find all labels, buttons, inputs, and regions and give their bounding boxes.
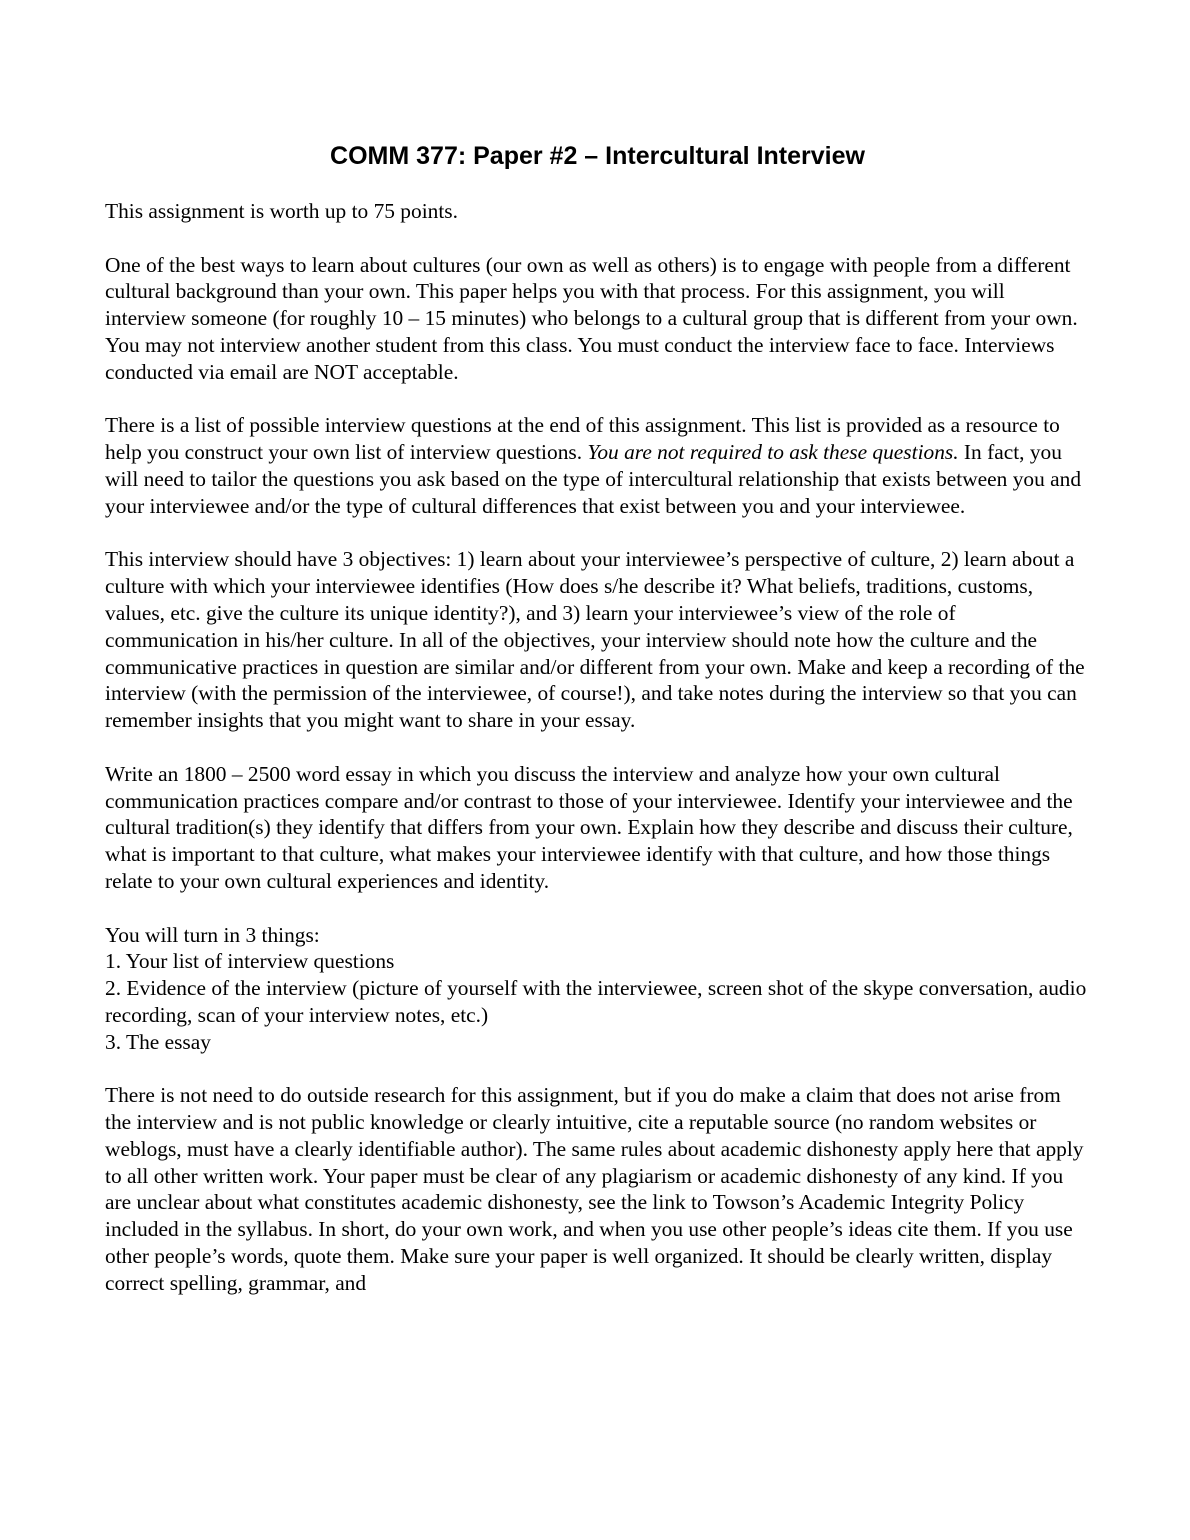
questions-italic-note: You are not required to ask these questions. (587, 440, 959, 465)
list-item: 1. Your list of interview questions (105, 949, 395, 974)
questions-text-a: There is a list of possible interview questions at the end of this assignment. This list is provided as a resource to help you construct your own list of interview questions. (105, 413, 1060, 465)
turn-in-list (105, 922, 1090, 1056)
objectives-paragraph: This interview should have 3 objectives: 1) learn about your interviewee’s perspective of culture, 2) learn about a culture with which your interviewee identifies (How does s/he describe it? What beliefs, traditions, customs, values, etc. give the culture its unique identity?), and 3) learn your interviewee’s view of the role of communication in his/her culture. In all of the objectives, your interview should note how the culture and the communicative practices in question are similar and/or different from your own. Make and keep a recording of the interview (with the permission of the interviewee, of course!), and take notes during the interview so that you can remember insights that you might want to share in your essay. (105, 547, 1085, 733)
list-item: 3. The essay (105, 1029, 211, 1054)
overview-paragraph: One of the best ways to learn about cultures (our own as well as others) is to engage with people from a different cultural background than your own. This paper helps you with that process. For this assignment, you will interview someone (for roughly 10 – 15 minutes) who belongs to a cultural group that is different from your own. You may not interview another student from this class. You must conduct the interview face to face. Interviews conducted via email are NOT acceptable. (105, 252, 1078, 384)
intro-paragraph: This assignment is worth up to 75 points. (105, 199, 458, 223)
research-paragraph: There is not need to do outside research for this assignment, but if you do make a claim that does not arise from the interview and is not public knowledge or clearly intuitive, cite a reputable source (no random websites or weblogs, must have a clearly identifiable author). The same rules about academic dishonesty apply here that apply to all other written work. Your paper must be clear of any plagiarism or academic dishonesty of any kind. If you are unclear about what constitutes academic dishonesty, see the link to Towson’s Academic Integrity Policy included in the syllabus. In short, do your own work, and when you use other people’s ideas cite them. If you use other people’s words, quote them. Make sure your paper is well organized. It should be clearly written, display correct spelling, grammar, and (105, 1083, 1084, 1295)
page-title: COMM 377: Paper #2 – Intercultural Interview (330, 142, 865, 170)
document-page (105, 140, 1090, 1297)
questions-paragraph (105, 412, 1090, 519)
list-item: 2. Evidence of the interview (picture of yourself with the interviewee, screen shot of the skype conversation, audio recording, scan of your interview notes, etc.) (105, 976, 1087, 1027)
questions-text-b: In fact, you will need to tailor the questions you ask based on the type of intercultural relationship that exists between you and your interviewee and/or the type of cultural differences that exist between you and your interviewee. (105, 440, 1082, 518)
turn-in-heading: You will turn in 3 things: (105, 922, 320, 947)
essay-paragraph: Write an 1800 – 2500 word essay in which you discuss the interview and analyze how your own cultural communication practices compare and/or contrast to those of your interviewee. Identify your interviewee and the cultural tradition(s) they identify that differs from your own. Explain how they describe and discuss their culture, what is important to that culture, what makes your interviewee identify with that culture, and how those things relate to your own cultural experiences and identity. (105, 761, 1073, 893)
